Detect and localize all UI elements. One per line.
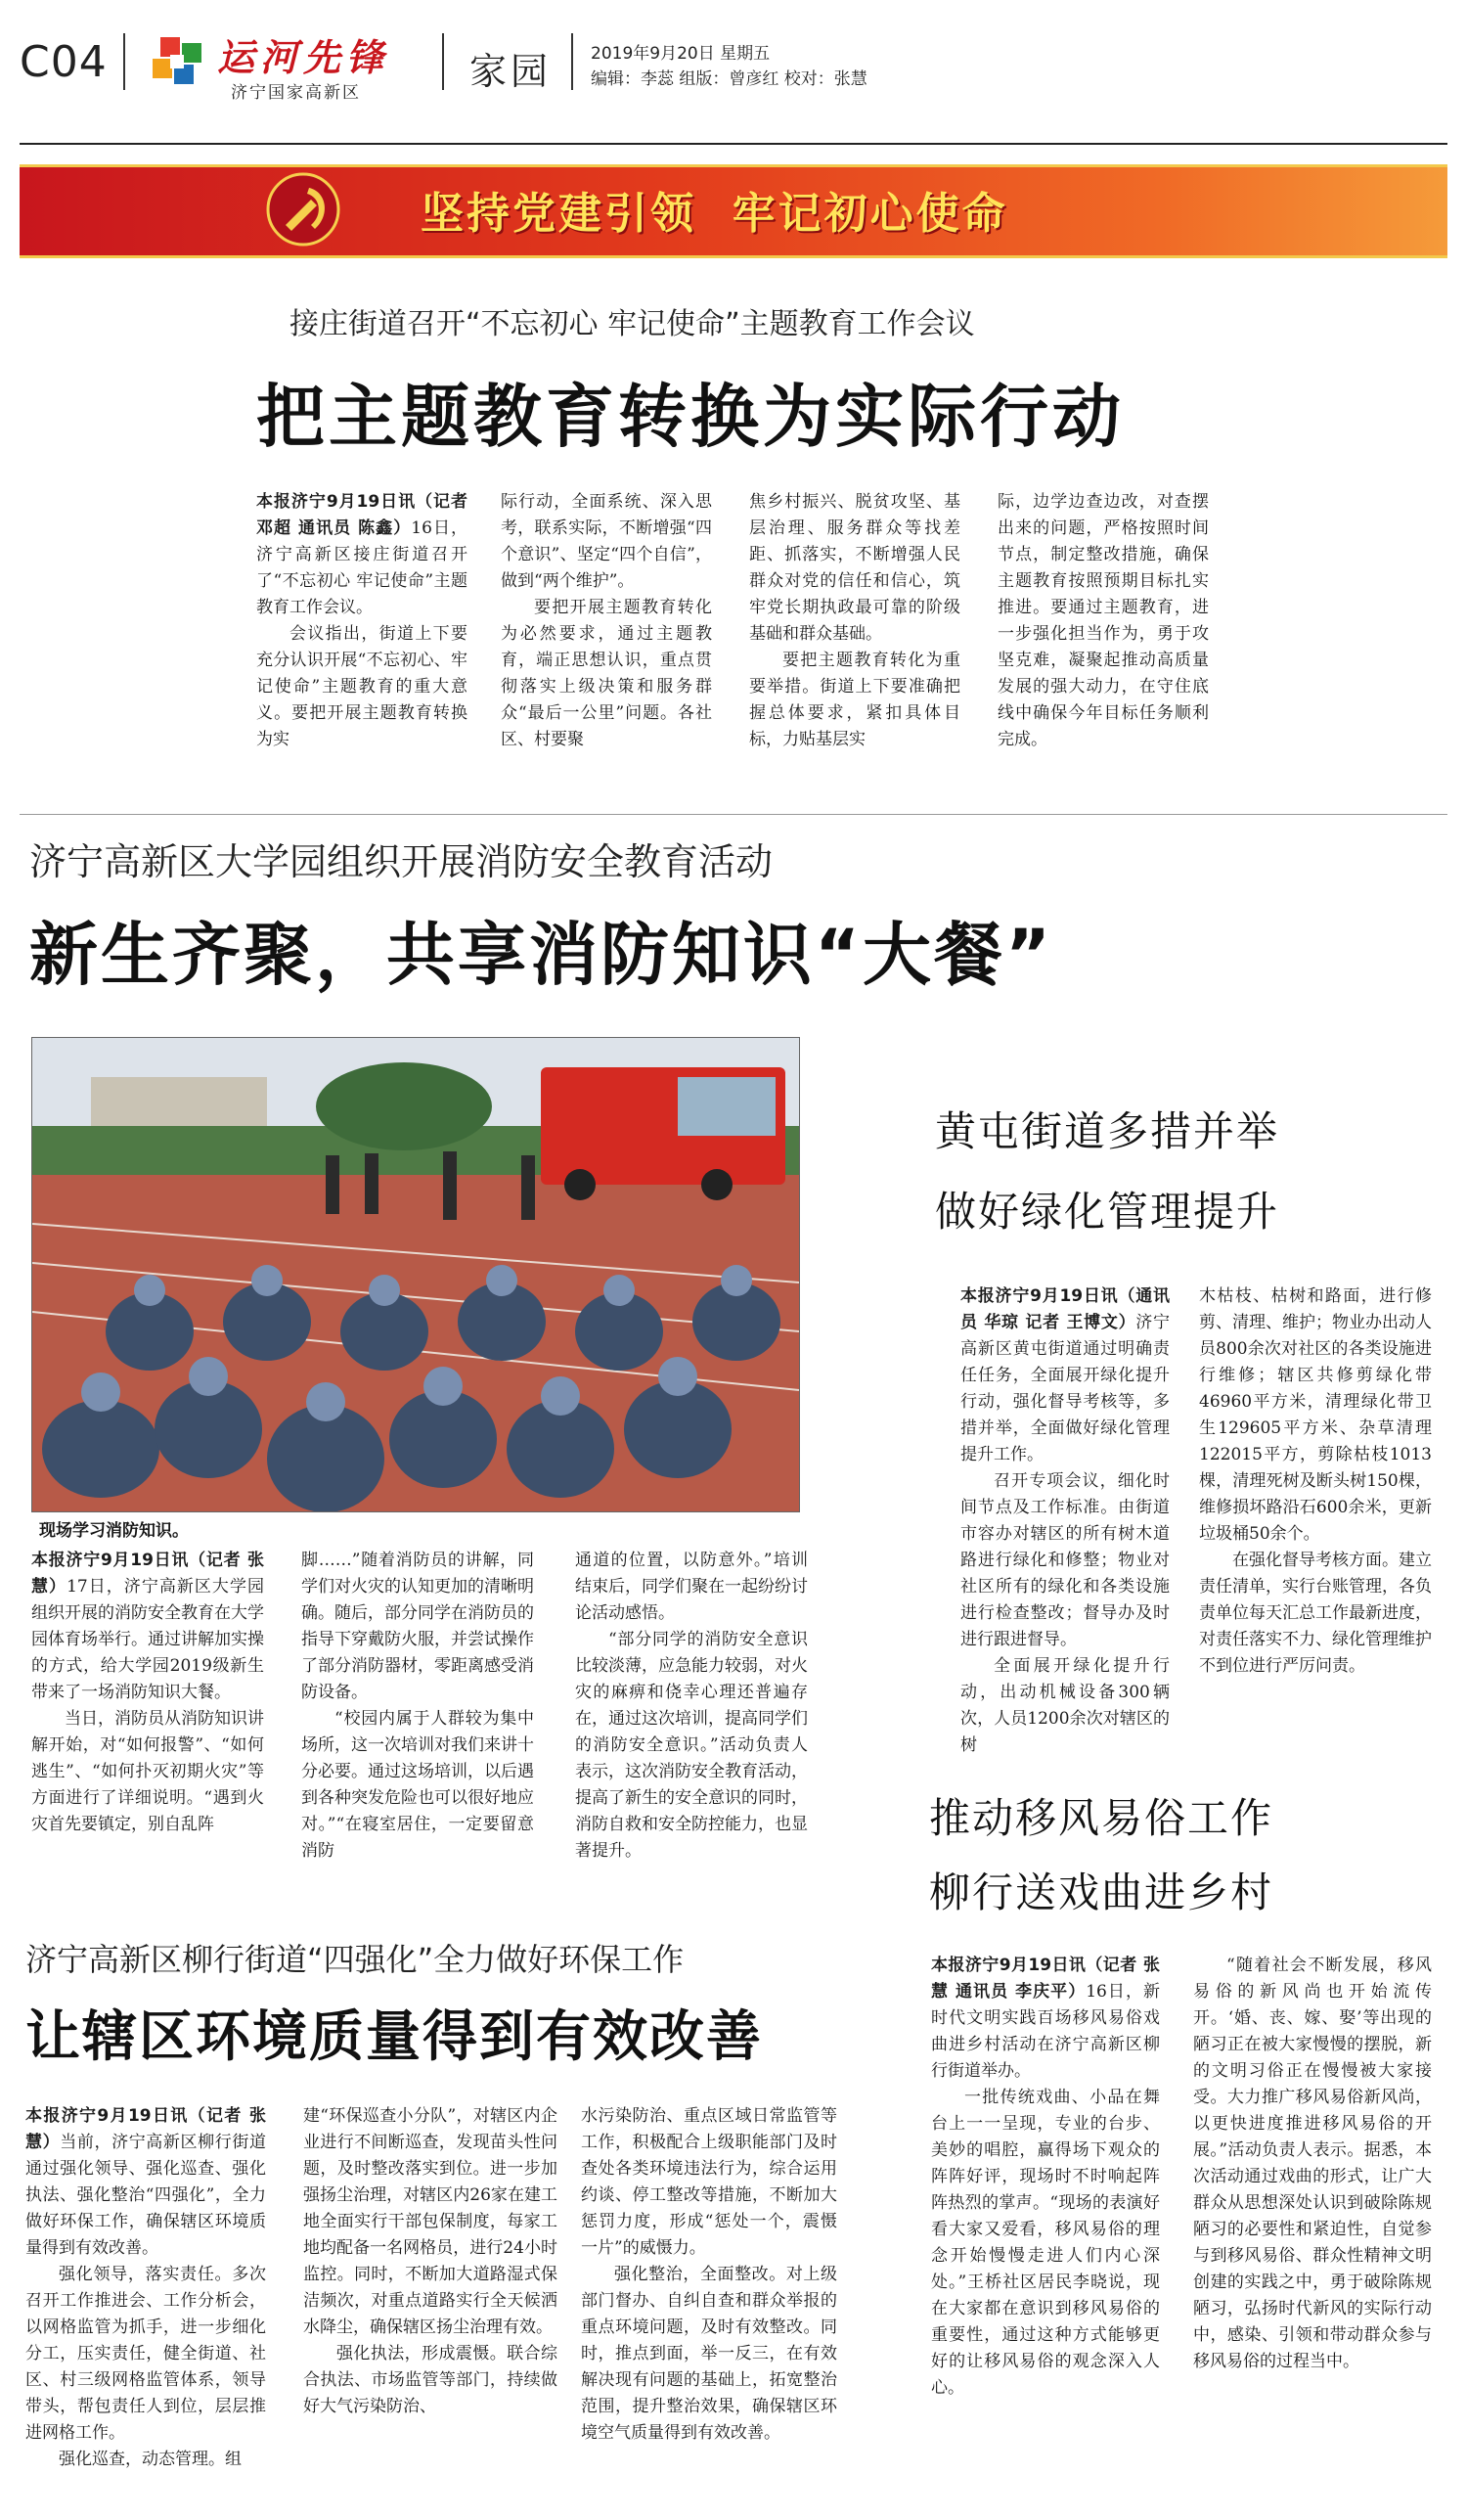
article2-para: “校园内属于人群较为集中场所，这一次培训对我们来讲十分必要。通过这场培训，以后遇到各种突发危险也可以很好地应对。”“在寝室居住，一定要留意消防: [301, 1709, 534, 1861]
article5-para: 强化巡查，动态管理。组: [59, 2450, 242, 2469]
article2-col1: [31, 1548, 264, 1838]
article1-col2: [501, 489, 712, 753]
article1-col1: [256, 489, 467, 753]
article5-lead: 当前，济宁高新区柳行街道通过强化领导、强化巡查、强化执法、强化整治“四强化”，全力做好环保工作，确保辖区环境质量得到有效改善。: [25, 2133, 267, 2258]
article2-photo: [31, 1037, 800, 1512]
article5-byline: 本报济宁9月19日讯（记者 张慧）: [25, 2106, 266, 2152]
article5-col3: [581, 2103, 837, 2447]
banner-slogan: 坚持党建引领 牢记初心使命: [421, 189, 1008, 239]
masthead-divider: [123, 33, 125, 90]
article1-para: 要把主题教育转化为重要举措。街道上下要准确把握总体要求，紧扣具体目标，力贴基层实: [749, 651, 960, 749]
article5-kicker: 济宁高新区柳行街道“四强化”全力做好环保工作: [25, 1941, 685, 1978]
article2-para: 通道的位置，以防意外。”培训结束后，同学们聚在一起纷纷讨论活动感悟。: [575, 1551, 808, 1623]
masthead-divider-3: [571, 33, 573, 90]
article1-col3: [749, 489, 960, 753]
party-emblem-icon: [266, 172, 340, 247]
article3-para: 在强化督导考核方面。建立责任清单，实行台账管理，各负责单位每天汇总工作最新进度，对责任落实不力、绿化管理维护不到位进行严厉问责。: [1199, 1551, 1432, 1676]
article2-col3: [575, 1548, 808, 1865]
article4-lead: 16日，新时代文明实践百场移风易俗戏曲进乡村活动在济宁高新区柳行街道举办。: [931, 1982, 1160, 2081]
article2-lead: 17日，济宁高新区大学园组织开展的消防安全教育在大学园体育场举行。通过讲解加实操的方式，给大学园2019级新生带来了一场消防知识大餐。: [31, 1577, 264, 1702]
article1-headline: 把主题教育转换为实际行动: [256, 377, 1125, 457]
article3-lead: 济宁高新区黄屯街道通过明确责任任务，全面展开绿化提升行动，强化督导考核等，多措并举，全面做好绿化管理提升工作。: [960, 1313, 1170, 1464]
article3-headline-line1: 黄屯街道多措并举: [935, 1107, 1280, 1155]
article5-headline: 让辖区环境质量得到有效改善: [25, 2005, 763, 2069]
masthead-rule: [20, 143, 1447, 145]
article5-para: 水污染防治、重点区域日常监管等工作，积极配合上级职能部门及时查处各类环境违法行为，综合运用约谈、停工整改等措施，不断加大惩罚力度，形成“惩处一个，震慑一片”的威慑力。: [581, 2106, 837, 2258]
article4-col1: [931, 1953, 1160, 2402]
article4-para: “随着社会不断发展，移风易俗的新风尚也开始流传开。‘婚、丧、嫁、娶’等出现的陋习正在被大家慢慢的摆脱，新的文明习俗正在慢慢被大家接受。大力推广移风易俗新风尚，以更快进度推进移风易俗的开展。”活动负责人表示。据悉，本次活动通过戏曲的形式，让广大群众从思想深处认识到破除陈规陋习的必要性和紧迫性，自觉参与到移风易俗、群众性精神文明创建的实践之中，勇于破除陈规陋习，弘扬时代新风的实际行动中，感染、引领和带动群众参与移风易俗的过程当中。: [1193, 1956, 1432, 2371]
masthead-divider-2: [442, 33, 444, 90]
article5-para: 建“环保巡查小分队”，对辖区内企业进行不间断巡查，发现苗头性问题，及时整改落实到位。进一步加强扬尘治理，对辖区内26家在建工地全面实行干部包保制度，每家工地均配备一名网格员，进行24小时监控。同时，不断加大道路湿式保洁频次，对重点道路实行全天候洒水降尘，确保辖区扬尘治理有效。: [303, 2106, 557, 2337]
logo-subtitle: 济宁国家高新区: [231, 83, 361, 103]
article1-para: 际，边学边查边改，对查摆出来的问题，严格按照时间节点，制定整改措施，确保主题教育按照预期目标扎实推进。要通过主题教育，进一步强化担当作为，勇于攻坚克难，凝聚起推动高质量发展的强大动力，在守住底线中确保今年目标任务顺利完成。: [998, 492, 1209, 749]
article5-col1: [25, 2103, 266, 2473]
article3-para: 木枯枝、枯树和路面，进行修剪、清理、维护；物业办出动人员800余次对社区的各类设施进行维修；辖区共修剪绿化带46960平方米，清理绿化带卫生129605平方米、杂草清理122015平方，剪除枯枝1013棵，清理死树及断头树150棵，维修损坏路沿石600余米，更新垃圾桶50余个。: [1199, 1286, 1432, 1544]
article1-para: 要把开展主题教育转化为必然要求，通过主题教育，端正思想认识，重点贯彻落实上级决策和服务群众“最后一公里”问题。各社区、村要聚: [501, 598, 712, 749]
article2-para: 脚……”随着消防员的讲解，同学们对火灾的认知更加的清晰明确。随后，部分同学在消防员的指导下穿戴防火服，并尝试操作了部分消防器材，零距离感受消防设备。: [301, 1551, 534, 1702]
article1-lead: 16日，济宁高新区接庄街道召开了“不忘初心 牢记使命”主题教育工作会议。: [256, 518, 467, 617]
article3-byline: 本报济宁9月19日讯（通讯员 华琼 记者 王博文）: [960, 1286, 1170, 1332]
article1-kicker: 接庄街道召开“不忘初心 牢记使命”主题教育工作会议: [289, 307, 975, 341]
article2-para: 当日，消防员从消防知识讲解开始，对“如何报警”、“如何逃生”、“如何扑灭初期火灾”等方面进行了详细说明。“遇到火灾首先要镇定，别自乱阵: [31, 1709, 264, 1834]
article1-para: 际行动，全面系统、深入思考，联系实际，不断增强“四个意识”、坚定“四个自信”，做到“两个维护”。: [501, 492, 712, 591]
article5-para: 强化领导，落实责任。多次召开工作推进会、工作分析会，以网格监管为抓手，进一步细化分工，压实责任，健全街道、社区、村三级网格监管体系，领导带头，帮包责任人到位，层层推进网格工作。: [25, 2265, 266, 2443]
article5-para: 强化整治，全面整改。对上级部门督办、自纠自查和群众举报的重点环境问题，及时有效整改。同时，推点到面，举一反三，在有效解决现有问题的基础上，拓宽整治范围，提升整治效果，确保辖区环境空气质量得到有效改善。: [581, 2265, 837, 2443]
article3-col2: [1199, 1283, 1432, 1680]
article1-col4: [998, 489, 1209, 753]
article2-byline: 本报济宁9月19日讯（记者 张慧）: [31, 1551, 264, 1597]
section-rule: [20, 814, 1447, 815]
article3-headline-line2: 做好绿化管理提升: [935, 1188, 1280, 1236]
article2-headline: 新生齐聚，共享消防知识“大餐”: [29, 915, 1054, 995]
article4-byline: 本报济宁9月19日讯（记者 张慧 通讯员 李庆平）: [931, 1956, 1160, 2002]
issue-date: 2019年9月20日 星期五: [591, 44, 771, 64]
article2-para: “部分同学的消防安全意识比较淡薄，应急能力较弱，对火灾的麻痹和侥幸心理还普遍存在，通过这次培训，提高同学们的消防安全意识。”活动负责人表示，这次消防安全教育活动，提高了新生的安全意识的同时，消防自救和安全防控能力，也显著提升。: [575, 1630, 808, 1861]
photo-caption: 现场学习消防知识。: [39, 1521, 189, 1541]
article5-para: 强化执法，形成震慑。联合综合执法、市场监管等部门，持续做好大气污染防治、: [303, 2344, 557, 2416]
article4-headline-line1: 推动移风易俗工作: [929, 1794, 1274, 1842]
page-number: C04: [20, 37, 108, 87]
editor-credits: 编辑：李蕊 组版：曾彦红 校对：张慧: [591, 69, 867, 89]
article1-byline: 本报济宁9月19日讯（记者 邓超 通讯员 陈鑫）: [256, 492, 467, 538]
logo-title: 运河先锋: [217, 35, 390, 79]
article1-para: 会议指出，街道上下要充分认识开展“不忘初心、牢记使命”主题教育的重大意义。要把开展主题教育转换为实: [256, 624, 467, 749]
article1-para: 焦乡村振兴、脱贫攻坚、基层治理、服务群众等找差距、抓落实，不断增强人民群众对党的信任和信心，筑牢党长期执政最可靠的阶级基础和群众基础。: [749, 492, 960, 644]
article4-col2: [1193, 1953, 1432, 2375]
article3-para: 全面展开绿化提升行动，出动机械设备300辆次，人员1200余次对辖区的树: [960, 1656, 1170, 1755]
article3-para: 召开专项会议，细化时间节点及工作标准。由街道市容办对辖区的所有树木道路进行绿化和修整；物业对社区所有的绿化和各类设施进行检查整改；督导办及时进行跟进督导。: [960, 1471, 1170, 1649]
article2-kicker: 济宁高新区大学园组织开展消防安全教育活动: [29, 840, 774, 883]
logo-icon: [147, 33, 207, 90]
article4-para: 一批传统戏曲、小品在舞台上一一呈现，专业的台步、美妙的唱腔，赢得场下观众的阵阵好评，现场时不时响起阵阵热烈的掌声。“现场的表演好看大家又爱看，移风易俗的理念开始慢慢走进人们内心深处。”王桥社区居民李晓说，现在大家都在意识到移风易俗的重要性，通过这种方式能够更好的让移风易俗的观念深入人心。: [931, 2088, 1160, 2398]
article4-headline-line2: 柳行送戏曲进乡村: [929, 1868, 1274, 1916]
article3-col1: [960, 1283, 1170, 1759]
article5-col2: [303, 2103, 557, 2420]
article2-col2: [301, 1548, 534, 1865]
section-title: 家园: [469, 50, 553, 93]
